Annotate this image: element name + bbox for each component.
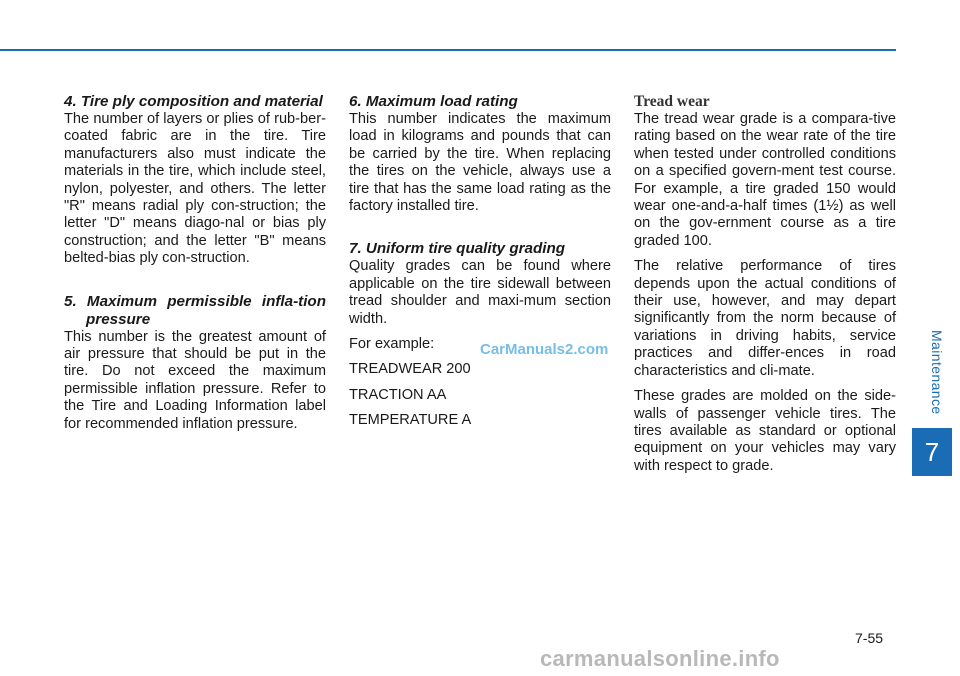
watermark-overlay: CarManuals2.com [480, 341, 609, 358]
spacer [64, 276, 326, 293]
column-right [634, 93, 896, 483]
example-traction: TRACTION AA [349, 386, 447, 403]
paragraph-uniform-tire-quality: Quality grades can be found where applicable on the tire sidewall between tread shoulder and maxi-mum section width. [349, 258, 611, 327]
section-label: Maintenance [929, 330, 945, 415]
example-temperature: TEMPERATURE A [349, 412, 472, 429]
heading-tire-ply-composition: 4. Tire ply composition and material [64, 93, 323, 110]
paragraph-max-inflation-pressure: This number is the greatest amount of air pressure that should be put in the tire. Do not exceed the maximum permissible inflation pressure. Refer to the Tire and Loading Information label for recommended inflation pressure. [64, 328, 326, 432]
paragraph-tread-wear-2: The relative performance of tires depends upon the actual conditions of their use, however, and may depart significantly from the norm because of variations in driving habits, service practices and differ-ences in road characteristics and cli-mate. [634, 258, 896, 379]
column-left [64, 93, 326, 441]
example-treadwear: TREADWEAR 200 [349, 361, 471, 378]
page-number: 7-55 [855, 630, 884, 646]
heading-uniform-tire-quality: 7. Uniform tire quality grading [349, 240, 566, 258]
watermark-footer: carmanualsonline.info [540, 646, 780, 671]
paragraph-tire-ply-composition: The number of layers or plies of rub-ber-coated fabric are in the tire. Tire manufacturers also must indicate the materials in the tire, which include steel, nylon, polyester, and others. The letter "R" means radial ply con-struction; the letter "D" means diago-nal or bias ply construction; and the letter "B" means belted-bias ply con-struction. [64, 111, 326, 267]
heading-tread-wear: Tread wear [634, 93, 710, 110]
paragraph-tread-wear-1: The tread wear grade is a compara-tive rating based on the wear rate of the tire when tested under controlled conditions on a specified govern-ment test course. For example, a tire graded 150 would wear one-and-a-half times (1½) as well on the gov-ernment course as a tire graded 100. [634, 111, 896, 249]
spacer [349, 223, 611, 240]
heading-max-inflation-pressure: 5. Maximum permissible infla-tion pressure [64, 292, 326, 328]
example-intro: For example: [349, 336, 435, 353]
heading-max-load-rating: 6. Maximum load rating [349, 93, 518, 110]
paragraph-max-load-rating: This number indicates the maximum load in kilograms and pounds that can be carried by the tire. When replacing the tires on the vehicle, always use a tire that has the same load rating as the factory installed tire. [349, 111, 611, 215]
paragraph-tread-wear-3: These grades are molded on the side-walls of passenger vehicle tires. The tires available as standard or optional equipment on your vehicles may vary with respect to grade. [634, 388, 896, 474]
chapter-tab: 7 [912, 428, 952, 476]
column-middle [349, 93, 611, 438]
header-rule [0, 49, 896, 51]
